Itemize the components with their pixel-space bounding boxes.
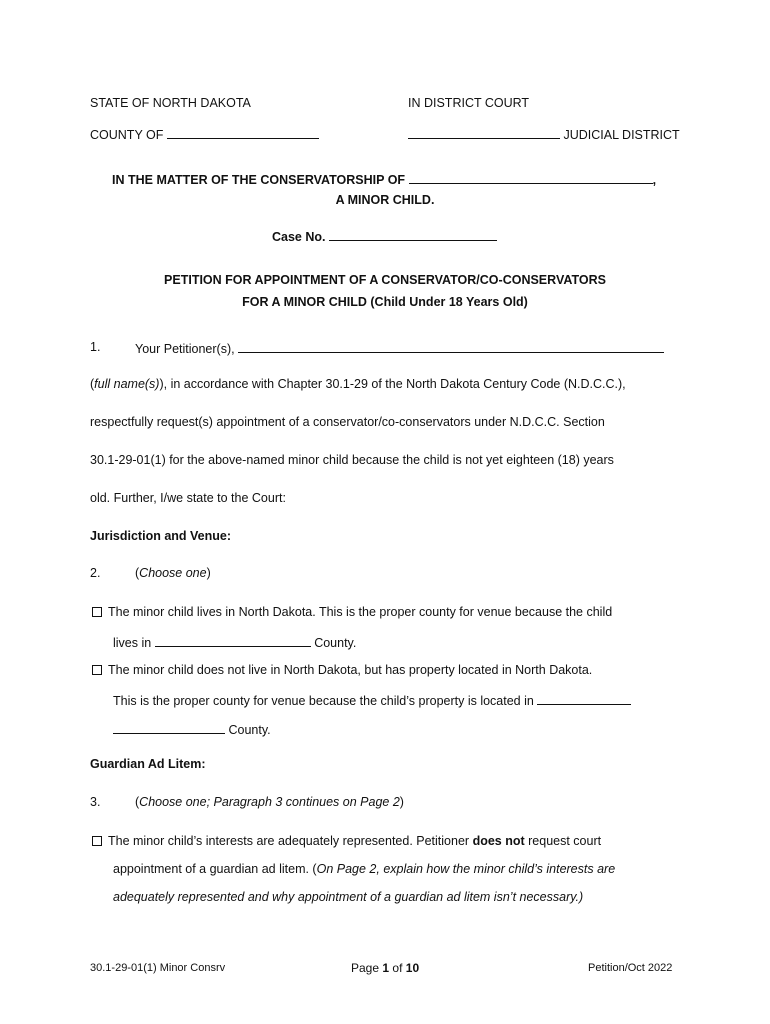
gal-option1-line2 (113, 862, 615, 876)
venue-option2-line3 (113, 721, 271, 737)
judicial-district-label: JUDICIAL DISTRICT (563, 128, 680, 142)
para2-number: 2. (90, 566, 101, 580)
venue-option1-county: County. (314, 636, 357, 650)
para1-line3: respectfully request(s) appointment of a conservator/co-conservators under N.D.C.C. Section (90, 415, 605, 429)
para3-number: 3. (90, 795, 101, 809)
state-label: STATE OF NORTH DAKOTA (90, 96, 251, 110)
footer-of: of (392, 961, 403, 975)
minor-child-label: A MINOR CHILD. (335, 193, 435, 207)
case-no-label: Case No. (272, 230, 326, 244)
petition-title-line2: FOR A MINOR CHILD (Child Under 18 Years Old) (242, 295, 528, 309)
case-no-field[interactable] (329, 228, 497, 241)
venue-option2-line1 (92, 663, 592, 677)
venue-option1-text: The minor child lives in North Dakota. This is the proper county for venue because the child (108, 605, 613, 619)
full-names-hint: full name(s) (94, 377, 160, 391)
venue-option1-lives-in: lives in (113, 636, 152, 650)
matter-comma: , (652, 173, 657, 187)
gal-option1-line2-a: appointment of a guardian ad litem. ( (113, 862, 317, 876)
conservatorship-name-field[interactable] (409, 171, 653, 184)
footer-form-id: 30.1-29-01(1) Minor Consrv (90, 962, 226, 974)
para1-intro: Your Petitioner(s), (135, 342, 235, 356)
para1-intro-row (135, 340, 664, 356)
judicial-district-row (408, 126, 680, 142)
para1-line2-text: ), in accordance with Chapter 30.1-29 of the North Dakota Century Code (N.D.C.C.), (159, 377, 626, 391)
gal-heading: Guardian Ad Litem: (90, 757, 206, 771)
gal-option1-line3: adequately represented and why appointment of a guardian ad litem isn’t necessary.) (113, 890, 584, 904)
county-label: COUNTY OF (90, 128, 164, 142)
gal-option1-checkbox[interactable] (92, 836, 102, 846)
venue-option1-line1 (92, 605, 612, 619)
gal-option1-text-a: The minor child’s interests are adequately represented. Petitioner (108, 834, 470, 848)
para3-choose-text: Choose one; Paragraph 3 continues on Page 2 (139, 795, 400, 809)
property-county-field-b[interactable] (113, 721, 225, 734)
venue-option2-checkbox[interactable] (92, 665, 102, 675)
para1-line2: (full name(s)), in accordance with Chapter 30.1-29 of the North Dakota Century Code (N.D.C.C.), (90, 377, 626, 391)
footer-page-total: 10 (405, 961, 420, 975)
venue-option1-checkbox[interactable] (92, 607, 102, 617)
para1-line5: old. Further, I/we state to the Court: (90, 491, 286, 505)
para1-number: 1. (90, 340, 101, 354)
footer-page-number (351, 961, 419, 975)
gal-option1-does-not: does not (472, 834, 525, 848)
venue-option2-property-text: This is the proper county for venue because the child’s property is located in (113, 694, 534, 708)
gal-option1-text-c: request court (528, 834, 602, 848)
venue-option1-line2 (113, 634, 356, 650)
property-county-field-a[interactable] (537, 692, 631, 705)
para3-choose: (Choose one; Paragraph 3 continues on Page 2) (135, 795, 404, 809)
judicial-district-field[interactable] (408, 126, 560, 139)
footer-form-date: Petition/Oct 2022 (588, 962, 673, 974)
petitioner-names-field[interactable] (238, 340, 664, 353)
gal-option1-line1 (92, 834, 601, 848)
county-row (90, 126, 319, 142)
petition-title-line1: PETITION FOR APPOINTMENT OF A CONSERVATOR/CO-CONSERVATORS (164, 273, 606, 287)
venue-option2-county: County. (228, 723, 271, 737)
court-label: IN DISTRICT COURT (408, 96, 530, 110)
jurisdiction-heading: Jurisdiction and Venue: (90, 529, 231, 543)
venue-option2-line2 (113, 692, 631, 708)
matter-row (112, 171, 656, 187)
gal-option1-line2-b: On Page 2, explain how the minor child’s interests are (316, 862, 616, 876)
footer-page-current: 1 (382, 961, 390, 975)
venue-option2-text: The minor child does not live in North Dakota, but has property located in North Dakota. (108, 663, 593, 677)
child-county-field[interactable] (155, 634, 311, 647)
county-field[interactable] (167, 126, 319, 139)
footer-page-label: Page (351, 961, 380, 975)
matter-label: IN THE MATTER OF THE CONSERVATORSHIP OF (112, 173, 406, 187)
para1-line4: 30.1-29-01(1) for the above-named minor child because the child is not yet eighteen (18) years (90, 453, 614, 467)
case-no-row (272, 228, 497, 244)
para2-choose: (Choose one) (135, 566, 211, 580)
para2-choose-text: Choose one (139, 566, 207, 580)
